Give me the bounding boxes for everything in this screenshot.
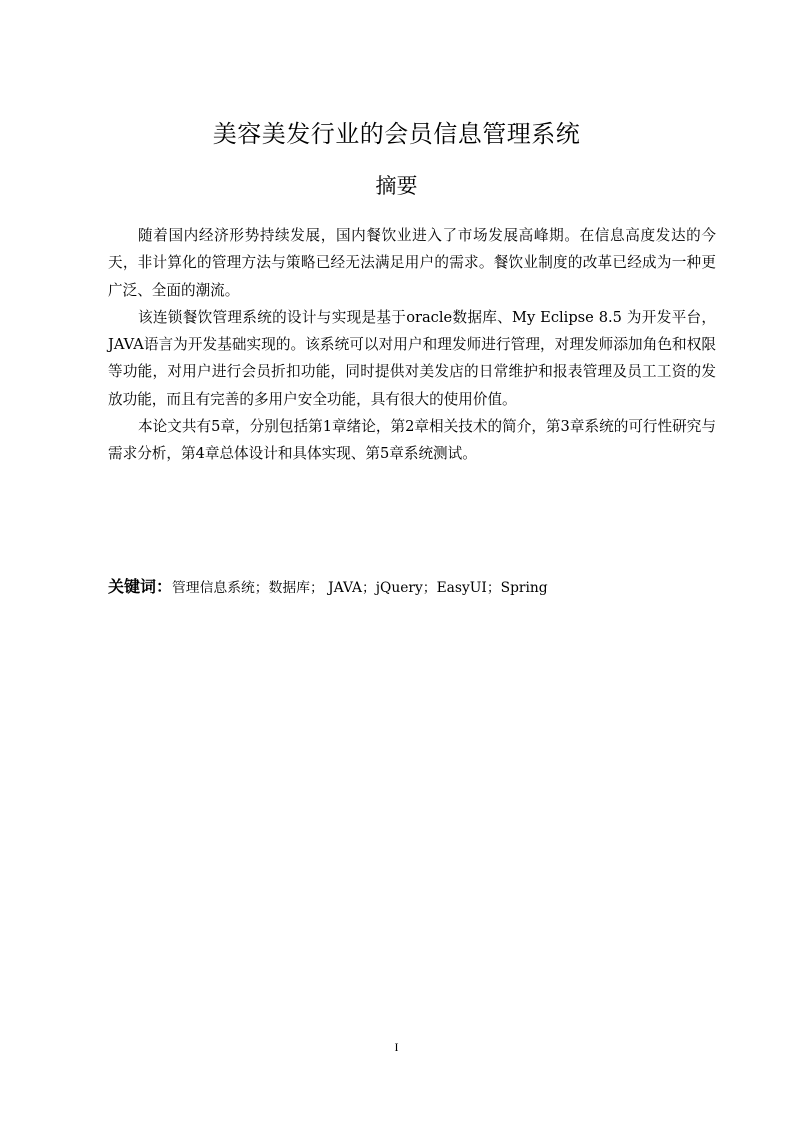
keywords-line: [108, 573, 716, 602]
keywords-label: 关键词：: [108, 577, 173, 596]
abstract-paragraph-1: 随着国内经济形势持续发展，国内餐饮业进入了市场发展高峰期。在信息高度发达的今天，非计算化的管理方法与策略已经无法满足用户的需求。餐饮业制度的改革已经成为一种更广泛、全面的潮流。: [108, 227, 716, 299]
abstract-body: [108, 222, 716, 468]
abstract-heading: 摘要: [375, 174, 418, 198]
page-number: I: [394, 1040, 399, 1054]
keywords-list: 管理信息系统；数据库； JAVA；jQuery；EasyUI；Spring: [172, 580, 548, 596]
abstract-paragraph-3: 本论文共有5章，分别包括第1章绪论，第2章相关技术的简介，第3章系统的可行性研究与需求分析，第4章总体设计和具体实现、第5章系统测试。: [108, 418, 716, 463]
paper-title: 美容美发行业的会员信息管理系统: [212, 120, 581, 148]
abstract-paragraph-2: 该连锁餐饮管理系统的设计与实现是基于oracle数据库、My Eclipse 8.5 为开发平台，JAVA语言为开发基础实现的。该系统可以对用户和理发师进行管理，对理发师添加角色和权限等功能，对用户进行会员折扣功能，同时提供对美发店的日常维护和报表管理及员工工资的发放功能，而且有完善的多用户安全功能，具有很大的使用价值。: [108, 308, 716, 408]
